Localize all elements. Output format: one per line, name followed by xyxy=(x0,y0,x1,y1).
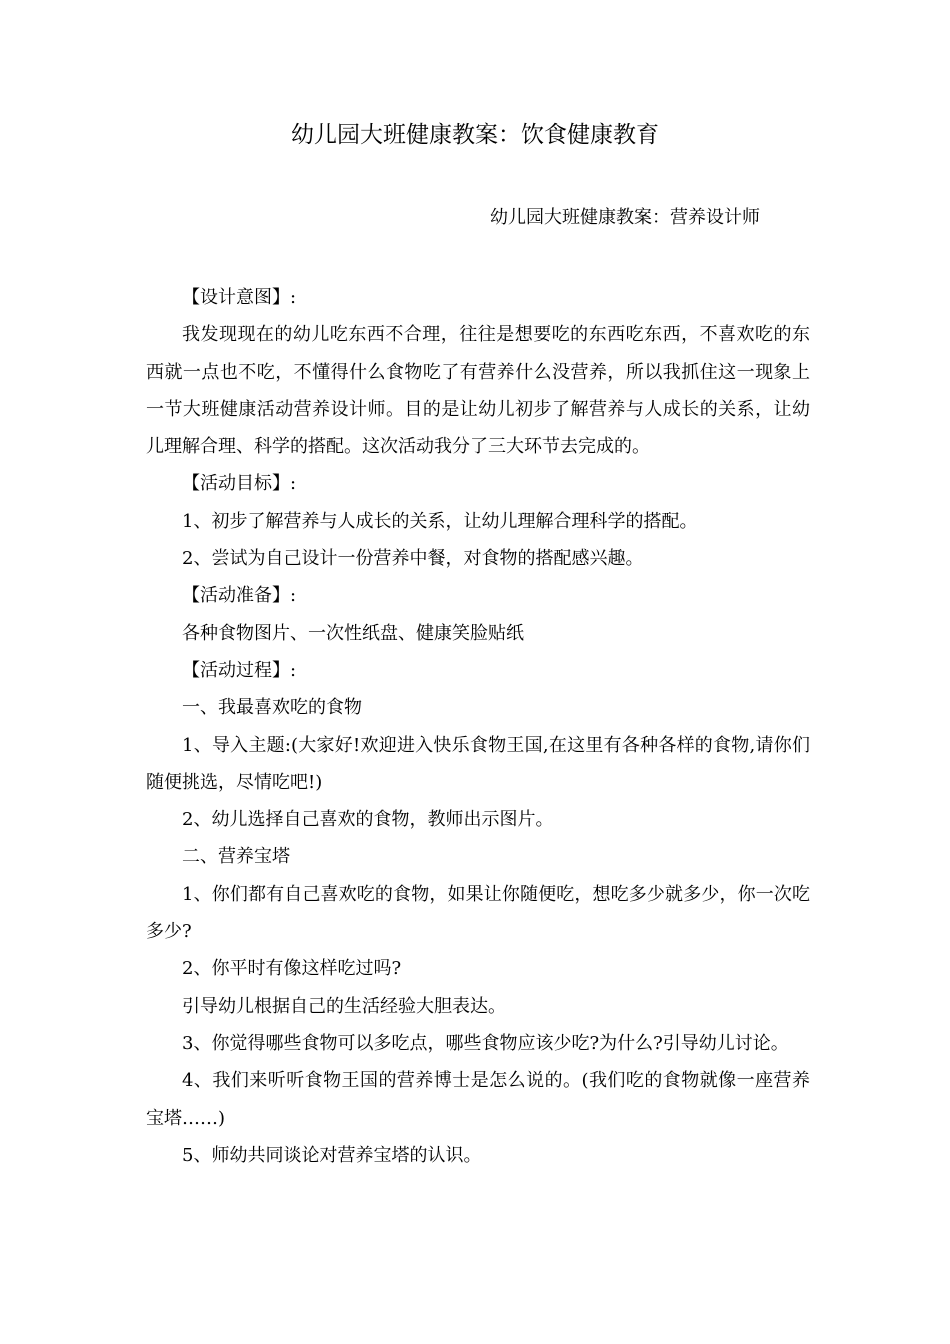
paragraph: 引导幼儿根据自己的生活经验大胆表达。 xyxy=(182,995,506,1017)
paragraph: 【活动过程】: xyxy=(182,659,297,681)
paragraph: 1、你们都有自己喜欢吃的食物，如果让你随便吃，想吃多少就多少，你一次吃多少? xyxy=(146,883,810,943)
paragraph: 2、尝试为自己设计一份营养中餐，对食物的搭配感兴趣。 xyxy=(182,548,644,570)
paragraph: 2、幼儿选择自己喜欢的食物，教师出示图片。 xyxy=(182,809,554,831)
paragraph: 一、我最喜欢吃的食物 xyxy=(182,697,362,719)
paragraph: 二、营养宝塔 xyxy=(182,846,290,868)
document-body xyxy=(146,279,810,1174)
paragraph: 【设计意图】: xyxy=(182,287,297,308)
paragraph: 2、你平时有像这样吃过吗? xyxy=(182,958,402,980)
paragraph: 【活动准备】: xyxy=(182,585,297,607)
paragraph: 1、初步了解营养与人成长的关系，让幼儿理解合理科学的搭配。 xyxy=(182,510,698,532)
paragraph: 【活动目标】: xyxy=(182,473,297,495)
paragraph: 3、你觉得哪些食物可以多吃点，哪些食物应该少吃?为什么?引导幼儿讨论。 xyxy=(182,1032,789,1054)
paragraph: 各种食物图片、一次性纸盘、健康笑脸贴纸 xyxy=(182,622,524,644)
paragraph: 4、我们来听听食物王国的营养博士是怎么说的。(我们吃的食物就像一座营养宝塔……) xyxy=(146,1070,810,1129)
document-title: 幼儿园大班健康教案：饮食健康教育 xyxy=(291,122,659,148)
document-subtitle: 幼儿园大班健康教案：营养设计师 xyxy=(490,207,760,228)
paragraph: 5、师幼共同谈论对营养宝塔的认识。 xyxy=(182,1144,482,1166)
paragraph: 我发现现在的幼儿吃东西不合理，往往是想要吃的东西吃东西，不喜欢吃的东西就一点也不吃，不懂得什么食物吃了有营养什么没营养，所以我抓住这一现象上一节大班健康活动营养设计师。目的是让幼儿初步了解营养与人成长的关系，让幼儿理解合理、科学的搭配。这次活动我分了三大环节去完成的。 xyxy=(146,324,810,458)
paragraph: 1、导入主题:(大家好!欢迎进入快乐食物王国,在这里有各种各样的食物,请你们随便挑选，尽情吃吧!) xyxy=(146,734,810,793)
